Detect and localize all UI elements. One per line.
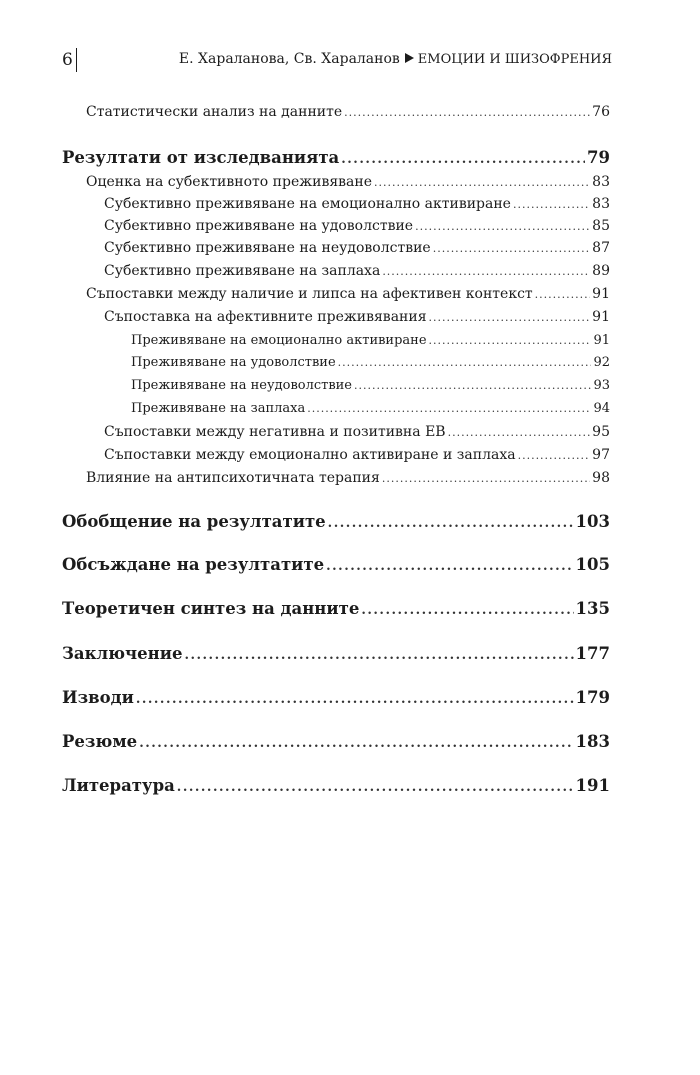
- toc-entry-page: 177: [575, 644, 610, 663]
- toc-entry-label: Субективно преживяване на заплаха: [104, 263, 381, 279]
- toc-entry-label: Обобщение на резултатите: [62, 512, 326, 531]
- toc-entry-label: Съпоставки между негативна и позитивна ЕВ: [104, 424, 446, 440]
- toc-entry-label: Резюме: [62, 732, 138, 751]
- toc-entry: [86, 286, 610, 302]
- dot-leader: [382, 472, 590, 485]
- toc-entry: [86, 174, 610, 190]
- dot-leader: [354, 379, 591, 392]
- toc-entry-page: 83: [592, 196, 610, 212]
- toc-entry: [62, 512, 610, 531]
- dot-leader: [326, 559, 573, 574]
- toc-entry: [104, 196, 610, 212]
- dot-leader: [361, 603, 573, 618]
- toc-entry-label: Заключение: [62, 644, 183, 663]
- toc-entry: [104, 424, 610, 440]
- toc-entry-label: Съпоставки между емоционално активиране и заплаха: [104, 447, 516, 463]
- toc-entry: [62, 599, 610, 618]
- dot-leader: [535, 288, 591, 301]
- toc-entry: [86, 104, 610, 120]
- dot-leader: [184, 648, 573, 663]
- toc-entry-page: 87: [592, 240, 610, 256]
- toc-entry-page: 83: [592, 174, 610, 190]
- toc-entry: [62, 148, 610, 167]
- toc-entry-page: 89: [592, 263, 610, 279]
- toc-entry-page: 191: [575, 776, 610, 795]
- dot-leader: [433, 242, 590, 255]
- dot-leader: [344, 106, 590, 119]
- dot-leader: [136, 692, 574, 707]
- dot-leader: [338, 356, 592, 369]
- toc-entry-page: 91: [592, 286, 610, 302]
- toc-entry-label: Теоретичен синтез на данните: [62, 599, 360, 618]
- dot-leader: [382, 265, 590, 278]
- toc-entry: [104, 309, 610, 325]
- dot-leader: [328, 516, 574, 531]
- dot-leader: [429, 311, 591, 324]
- book-title: ЕМОЦИИ И ШИЗОФРЕНИЯ: [417, 52, 612, 67]
- toc-entry-label: Резултати от изследванията: [62, 148, 340, 167]
- toc-entry: [62, 732, 610, 751]
- toc-entry: [62, 776, 610, 795]
- toc-entry-page: 103: [575, 512, 610, 531]
- toc-entry-page: 95: [592, 424, 610, 440]
- toc-entry-page: 98: [592, 470, 610, 486]
- toc-entry-label: Влияние на антипсихотичната терапия: [86, 470, 380, 486]
- toc-entry-page: 91: [593, 333, 610, 348]
- dot-leader: [307, 402, 591, 415]
- dot-leader: [415, 220, 590, 233]
- toc-entry-label: Преживяване на неудоволствие: [131, 378, 352, 393]
- toc-entry-label: Литература: [62, 776, 175, 795]
- toc-entry-label: Съпоставка на афективните преживявания: [104, 309, 427, 325]
- toc-entry-page: 79: [587, 148, 610, 167]
- toc-entry-label: Преживяване на удоволствие: [131, 355, 336, 370]
- dot-leader: [177, 780, 574, 795]
- page-number: 6: [62, 50, 73, 70]
- dot-leader: [374, 176, 590, 189]
- toc-entry: [131, 333, 610, 348]
- toc-entry-label: Съпоставки между наличие и липса на афективен контекст: [86, 286, 533, 302]
- toc-entry-page: 91: [592, 309, 610, 325]
- toc-entry-page: 76: [592, 104, 610, 120]
- toc-entry-page: 135: [575, 599, 610, 618]
- toc-entry: [131, 401, 610, 416]
- toc-entry: [62, 688, 610, 707]
- toc-entry: [86, 470, 610, 486]
- toc-entry-page: 105: [575, 555, 610, 574]
- toc-entry-page: 179: [575, 688, 610, 707]
- toc-entry-label: Оценка на субективното преживяване: [86, 174, 373, 190]
- toc-entry-label: Обсъждане на резултатите: [62, 555, 325, 574]
- toc-entry: [104, 447, 610, 463]
- toc-entry-page: 183: [575, 732, 610, 751]
- authors: Е. Хараланова, Св. Хараланов: [178, 51, 400, 67]
- toc-entry-label: Преживяване на емоционално активиране: [131, 333, 427, 348]
- toc-entry-label: Изводи: [62, 688, 134, 707]
- toc-entry: [104, 218, 610, 234]
- dot-leader: [513, 198, 590, 211]
- toc-entry-label: Субективно преживяване на емоционално активиране: [104, 196, 511, 212]
- toc-entry: [131, 355, 610, 370]
- toc-entry-page: 94: [593, 401, 610, 416]
- dot-leader: [429, 334, 592, 347]
- toc-entry-page: 97: [592, 447, 610, 463]
- toc-entry-page: 85: [592, 218, 610, 234]
- toc-entry-label: Преживяване на заплаха: [131, 401, 306, 416]
- toc-entry: [62, 644, 610, 663]
- dot-leader: [448, 426, 591, 439]
- toc-entry-label: Субективно преживяване на удоволствие: [104, 218, 414, 234]
- dot-leader: [518, 449, 591, 462]
- dot-leader: [341, 152, 585, 167]
- toc-entry-label: Субективно преживяване на неудоволствие: [104, 240, 431, 256]
- toc-entry-label: Статистически анализ на данните: [86, 104, 343, 120]
- toc-entry-page: 93: [593, 378, 610, 393]
- dot-leader: [139, 736, 573, 751]
- toc-entry: [104, 263, 610, 279]
- toc-entry-page: 92: [593, 355, 610, 370]
- toc-entry: [62, 555, 610, 574]
- toc-entry: [131, 378, 610, 393]
- toc-entry: [104, 240, 610, 256]
